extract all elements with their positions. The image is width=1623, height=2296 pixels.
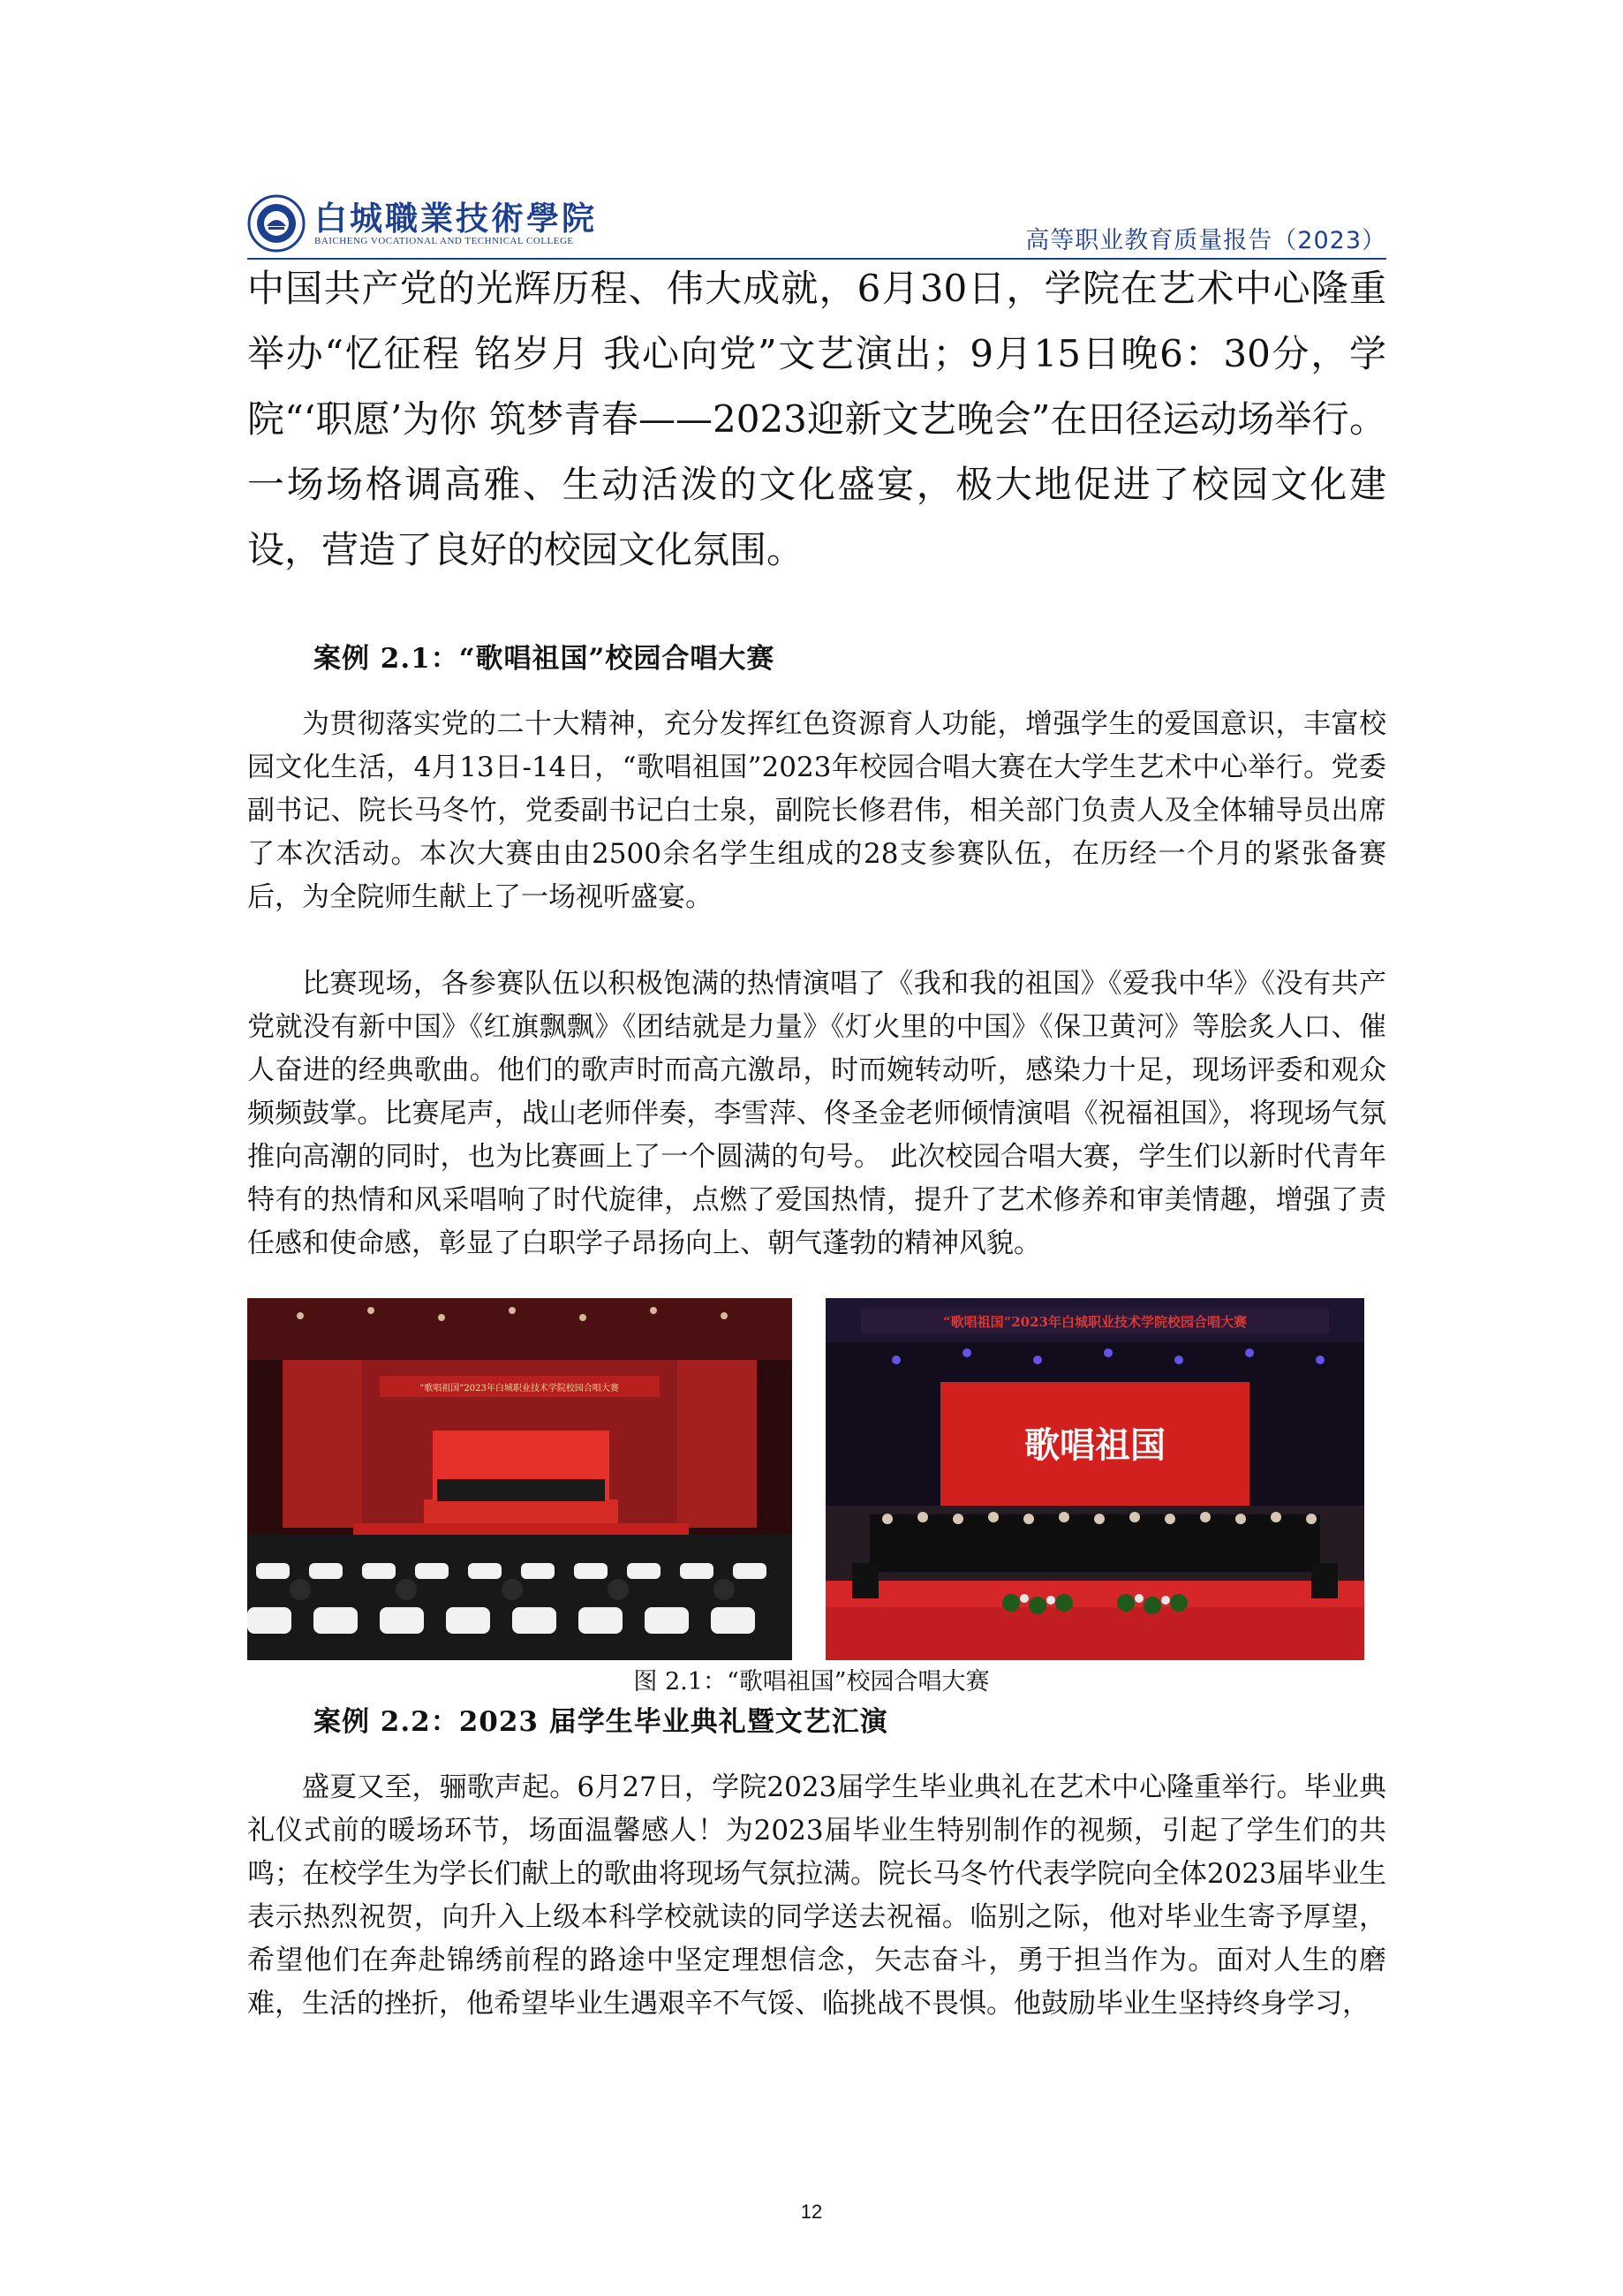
report-title: 高等职业教育质量报告（2023） [1025,227,1386,254]
figure-caption: 图 2.1：“歌唱祖国”校园合唱大赛 [633,1668,990,1696]
page-header [247,194,1386,256]
choir-competition-photo-right [826,1298,1364,1660]
case-2-1-title: 案例 2.1：“歌唱祖国”校园合唱大赛 [313,643,775,675]
intro-paragraph: 中国共产党的光辉历程、伟大成就，6月30日，学院在艺术中心隆重举办“忆征程 铭岁月 我心向党”文艺演出；9月15日晚6：30分，学院“‘职愿’为你 筑梦青春——2023迎新文艺晚会”在田径运动场举行。一场场格调高雅、生动活泼的文化盛宴，极大地促进了校园文化建设，营造了良好的校园文化氛围。 [247,267,1386,571]
case-2-2-title: 案例 2.2：2023 届学生毕业典礼暨文艺汇演 [313,1706,888,1738]
college-logo [247,194,597,253]
right-stage-banner: “歌唱祖国”2023年白城职业技术学院校园合唱大赛 [942,1314,1248,1330]
case-2-1-paragraph-2: 比赛现场，各参赛队伍以积极饱满的热情演唱了《我和我的祖国》《爱我中华》《没有共产党就没有新中国》《红旗飘飘》《团结就是力量》《灯火里的中国》《保卫黄河》等脍炙人口、催人奋进的经典歌曲。他们的歌声时而高亢激昂，时而婉转动听，感染力十足，现场评委和观众频频鼓掌。比赛尾声，战山老师伴奏，李雪萍、佟圣金老师倾情演唱《祝福祖国》，将现场气氛推向高潮的同时，也为比赛画上了一个圆满的句号。 此次校园合唱大赛，学生们以新时代青年特有的热情和风采唱响了时代旋律，点燃了爱国热情，提升了艺术修养和审美情趣，增强了责任感和使命感，彰显了白职学子昂扬向上、朝气蓬勃的精神风貌。 [247,968,1386,1259]
case-2-2-paragraph: 盛夏又至，骊歌声起。6月27日，学院2023届学生毕业典礼在艺术中心隆重举行。毕业典礼仪式前的暖场环节，场面温馨感人！为2023届毕业生特别制作的视频，引起了学生们的共鸣；在校学生为学长们献上的歌曲将现场气氛拉满。院长马冬竹代表学院向全体2023届毕业生表示热烈祝贺，向升入上级本科学校就读的同学送去祝福。临别之际，他对毕业生寄予厚望，希望他们在奔赴锦绣前程的路途中坚定理想信念，矢志奋斗，勇于担当作为。面对人生的磨难，生活的挫折，他希望毕业生遇艰辛不气馁、临挑战不畏惧。他鼓励毕业生坚持终身学习， [247,1771,1386,2020]
logo-chinese-name: 白城職業技術學院 [314,199,597,238]
left-stage-banner: “歌唱祖国”2023年白城职业技术学院校园合唱大赛 [419,1384,619,1393]
page-number: 12 [800,2201,823,2223]
choir-competition-photo-left [247,1298,792,1660]
case-2-1-paragraph-1: 为贯彻落实党的二十大精神，充分发挥红色资源育人功能，增强学生的爱国意识，丰富校园文化生活，4月13日-14日，“歌唱祖国”2023年校园合唱大赛在大学生艺术中心举行。党委副书记、院长马冬竹，党委副书记白士泉，副院长修君伟，相关部门负责人及全体辅导员出席了本次活动。本次大赛由由2500余名学生组成的28支参赛队伍，在历经一个月的紧张备赛后，为全院师生献上了一场视听盛宴。 [247,708,1386,913]
logo-english-name: BAICHENG VOCATIONAL AND TECHNICAL COLLEGE [314,236,574,246]
college-emblem-icon [247,194,306,253]
stage-screen-title: 歌唱祖国 [1024,1424,1166,1466]
